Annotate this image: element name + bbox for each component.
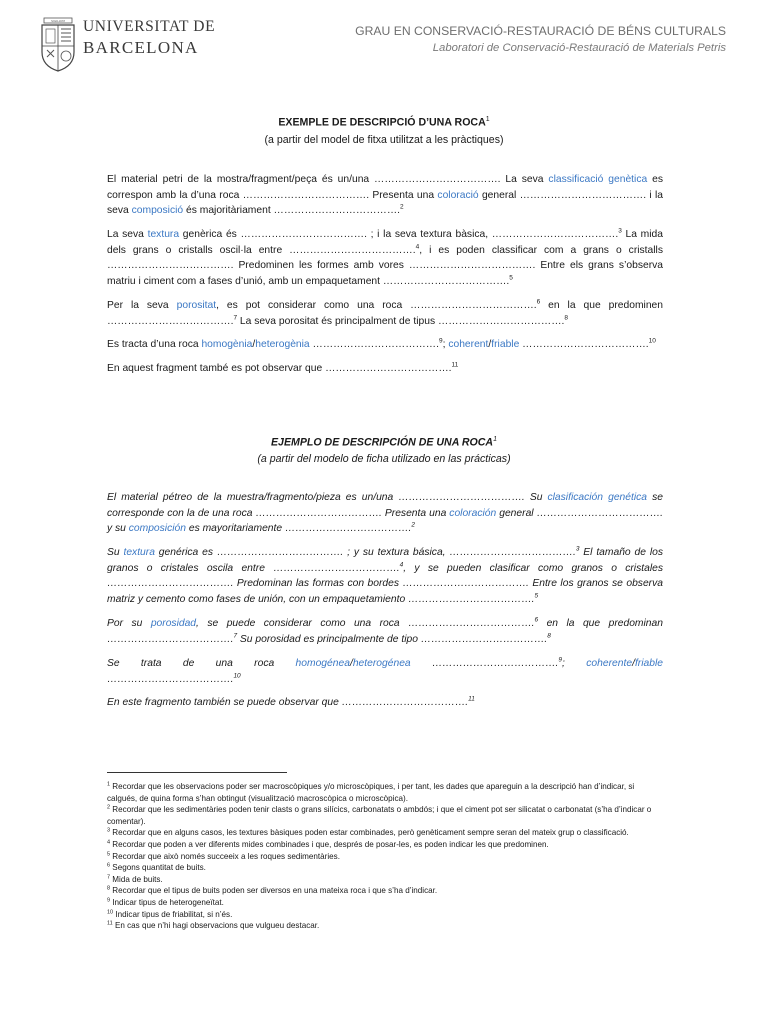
footnote-ref: 11 <box>468 695 475 703</box>
text-run: La seva porositat és principalment de tipus ………………………………. <box>237 315 565 327</box>
catalan-paragraph-5 <box>107 361 663 377</box>
text-run: Por su <box>107 618 151 629</box>
text-run: ………………………………. <box>410 658 559 669</box>
keyword: coherent <box>448 339 489 350</box>
keyword: heterogènia <box>255 339 310 350</box>
spanish-paragraph-4 <box>107 656 663 687</box>
spanish-paragraph-2 <box>107 545 663 607</box>
footnote <box>107 827 662 839</box>
keyword: composició <box>131 205 184 217</box>
footnote-ref: 2 <box>107 804 111 811</box>
keyword: coloració <box>437 189 479 201</box>
text-run: en la que predominen ………………………………. <box>107 300 664 327</box>
footnote-ref: 6 <box>536 298 541 306</box>
footnote-ref: 11 <box>107 920 113 927</box>
footnote <box>107 804 662 827</box>
footnote-ref: 3 <box>107 827 111 834</box>
keyword: coherente <box>586 658 633 669</box>
footnote <box>107 920 662 932</box>
text-run: En cas que n’hi hagi observacions que vulgueu destacar. <box>112 921 320 931</box>
text-run: general ………………………………. y su <box>107 507 663 535</box>
footnote-ref: 6 <box>534 616 539 624</box>
spanish-paragraph-3 <box>107 616 663 647</box>
footnote <box>107 885 662 897</box>
text-run: Recordar que això només succeeix a les roques sedimentàries. <box>110 851 340 861</box>
footnote-ref: 2 <box>411 521 416 529</box>
footnote <box>107 862 662 874</box>
text-run: ………………………………. <box>107 673 234 685</box>
text-run: En aquest fragment també es pot observar que ………………………………. <box>107 363 452 374</box>
text-run: Per la seva <box>107 300 177 311</box>
keyword: textura <box>147 229 180 240</box>
footnote-ref: 5 <box>107 850 111 857</box>
keyword: homogénea <box>295 658 350 669</box>
footnote-ref: 10 <box>107 908 114 915</box>
university-seal-logo <box>38 16 78 74</box>
lab-subtitle: Laboratori de Conservació-Restauració de Materials Petris <box>432 42 726 54</box>
catalan-paragraph-1 <box>107 172 663 219</box>
catalan-paragraph-3 <box>107 298 663 329</box>
footnote-ref: 1 <box>485 116 490 123</box>
brand-bottom: BARCELONA <box>83 38 199 57</box>
keyword: homogènia <box>201 339 253 350</box>
catalan-paragraph-2 <box>107 227 663 289</box>
text-run: , i es poden classificar com a grans o cristalls ………………………………. Predominen les formes amb vores ………………………………. Entre els grans s’observa matriu i ciment com a fases d’unió, amb un empaquetament ………………………………. <box>107 244 663 287</box>
text-run: El material petri de la mostra/fragment/peça és un/una ………………………………. La seva <box>107 174 549 185</box>
keyword: friable <box>491 339 520 350</box>
text-run: Es tracta d’una roca <box>107 339 202 350</box>
footnote-ref: 7 <box>233 632 238 640</box>
university-wordmark <box>83 16 216 58</box>
spanish-title-text: EJEMPLO DE DESCRIPCIÓN DE UNA ROCA <box>270 436 494 449</box>
footnote <box>107 897 662 909</box>
keyword: textura <box>123 547 155 558</box>
text-run: Segons quantitat de buits. <box>110 863 206 873</box>
footnote-ref: 7 <box>233 314 238 322</box>
footnote <box>107 839 662 851</box>
text-run: ………………………………. <box>519 339 649 350</box>
text-run: se corresponde con la de una roca ………………………………. Presenta una <box>107 492 663 519</box>
footnote-ref: 11 <box>451 361 459 369</box>
footnote <box>107 851 662 863</box>
brand-top: UNIVERSITAT DE <box>83 18 216 35</box>
footnote-ref: 8 <box>107 885 111 892</box>
footnote-ref: 7 <box>107 874 111 881</box>
text-run: Recordar que les sedimentàries poden tenir clasts o grans silícics, carbonatats o ambdós; i que el ciment pot ser silicatat o carbonatat (s’ha d’indicar o comentar). <box>107 805 652 826</box>
catalan-subtitle: (a partir del model de fitxa utilitzat a les pràctiques) <box>264 134 504 146</box>
footnote-ref: 3 <box>575 545 580 553</box>
text-run: , y se pueden clasificar como granos o cristales ………………………………. Predominan las formas con bordes ………………………………. Entre los granos se observa matriz y cemento como fases de unión, con un empaquetamiento ………………………………. <box>107 562 663 605</box>
text-run: és majoritàriament ………………………………. <box>183 205 400 217</box>
course-title: GRAU EN CONSERVACIÓ-RESTAURACIÓ DE BÉNS CULTURALS <box>355 24 726 38</box>
text-run: , se puede considerar como una roca ………………………………. <box>196 618 535 629</box>
footnote-ref: 6 <box>107 862 111 869</box>
footnote-ref: 8 <box>564 314 569 322</box>
text-run: es mayoritariamente ………………………………. <box>185 523 412 535</box>
footnote-ref: 4 <box>107 839 111 846</box>
keyword: composición <box>128 523 186 535</box>
footnote-ref: 1 <box>493 436 497 443</box>
footnote-ref: 10 <box>648 337 656 345</box>
footnotes <box>107 781 662 932</box>
spanish-paragraph-5 <box>107 695 663 711</box>
keyword: coloración <box>449 507 497 519</box>
footnote <box>107 781 662 804</box>
text-run: ; <box>442 339 449 350</box>
footnote-ref: 4 <box>415 243 420 251</box>
text-run: es correspon amb la d’una roca ………………………………. Presenta una <box>107 174 663 201</box>
text-run: Recordar que les observacions poder ser macroscòpiques y/o microscòpiques, i per tant, les dades que apareguin a la descripció han d’indicar, si calgués, de quina forma s’han obtingut (visualització macroscòpica o microscòpica). <box>107 782 635 803</box>
text-run: , es pot considerar como una roca ………………………………. <box>216 300 537 311</box>
text-run: La mida dels grans o cristalls oscil·la entre ………………………………. <box>107 229 663 256</box>
text-run: En este fragmento también se puede observar que ………………………………. <box>107 697 469 708</box>
footnote-ref: 10 <box>233 672 241 680</box>
footnote-ref: 1 <box>107 781 111 788</box>
footnote-separator <box>107 772 287 773</box>
text-run: / <box>488 339 492 350</box>
text-run: / <box>252 339 256 350</box>
text-run: ………………………………. <box>309 339 439 350</box>
footnote-ref: 2 <box>399 203 404 211</box>
text-run: / <box>349 658 353 669</box>
text-run: Su <box>107 547 124 558</box>
footnote-ref: 3 <box>618 227 622 235</box>
keyword: clasificación genética <box>547 492 648 503</box>
catalan-title <box>0 116 768 129</box>
footnote-ref: 5 <box>534 592 539 600</box>
keyword: heterogénea <box>352 658 411 669</box>
catalan-title-text: EXEMPLE DE DESCRIPCIÓ D’UNA ROCA <box>278 116 486 129</box>
text-run: Recordar que poden a ver diferents mides combinades i que, després de posar-les, es poden indicar les que predominen. <box>110 839 549 849</box>
footnote-ref: 9 <box>107 897 111 904</box>
keyword: friable <box>634 658 663 669</box>
footnote-ref: 5 <box>509 274 513 282</box>
footnote <box>107 874 662 886</box>
footnote <box>107 909 662 921</box>
text-run: Indicar tipus de heterogeneïtat. <box>110 897 224 907</box>
footnote-ref: 9 <box>558 656 563 664</box>
spanish-subtitle: (a partir del modelo de ficha utilizado en las prácticas) <box>257 453 511 465</box>
text-run: Mida de buits. <box>110 874 163 884</box>
seal-text: SIGILLVM <box>51 19 65 23</box>
text-run: Su porosidad es principalmente de tipo ………………………………. <box>237 633 548 645</box>
footnote-ref: 4 <box>399 561 404 569</box>
text-run: El tamaño de los granos o cristales oscila entre ………………………………. <box>107 547 663 574</box>
text-run: Recordar que en alguns casos, les textures bàsiques poden estar combinades, però genèticament sempre seran del mateix grup o classificació. <box>110 828 629 838</box>
text-run: Se trata de una roca <box>107 658 296 669</box>
text-run: La seva <box>107 229 148 240</box>
text-run: en la que predominan ………………………………. <box>107 618 663 645</box>
text-run: Indicar tipus de friabilitat, si n’és. <box>113 909 233 919</box>
text-run: general ………………………………. i la seva <box>107 189 663 217</box>
keyword: porosidad <box>150 618 197 629</box>
text-run: ; <box>562 658 587 669</box>
text-run: genérica es ………………………………. ; y su textura básica, ………………………………. <box>154 547 576 558</box>
keyword: classificació genètica <box>548 174 648 185</box>
spanish-title <box>0 436 768 449</box>
spanish-paragraph-1 <box>107 490 663 537</box>
text-run: / <box>632 658 635 669</box>
catalan-paragraph-4 <box>107 337 663 353</box>
footnote-ref: 9 <box>438 337 443 345</box>
text-run: genèrica és ………………………………. ; i la seva textura bàsica, ………………………………. <box>179 229 619 240</box>
text-run: El material pétreo de la muestra/fragmento/pieza es un/una ………………………………. Su <box>107 492 548 503</box>
footnote-ref: 8 <box>547 632 551 640</box>
text-run: Recordar que el tipus de buits poden ser diversos en una mateixa roca i que s’ha d’indicar. <box>110 886 438 896</box>
keyword: porositat <box>176 300 217 311</box>
